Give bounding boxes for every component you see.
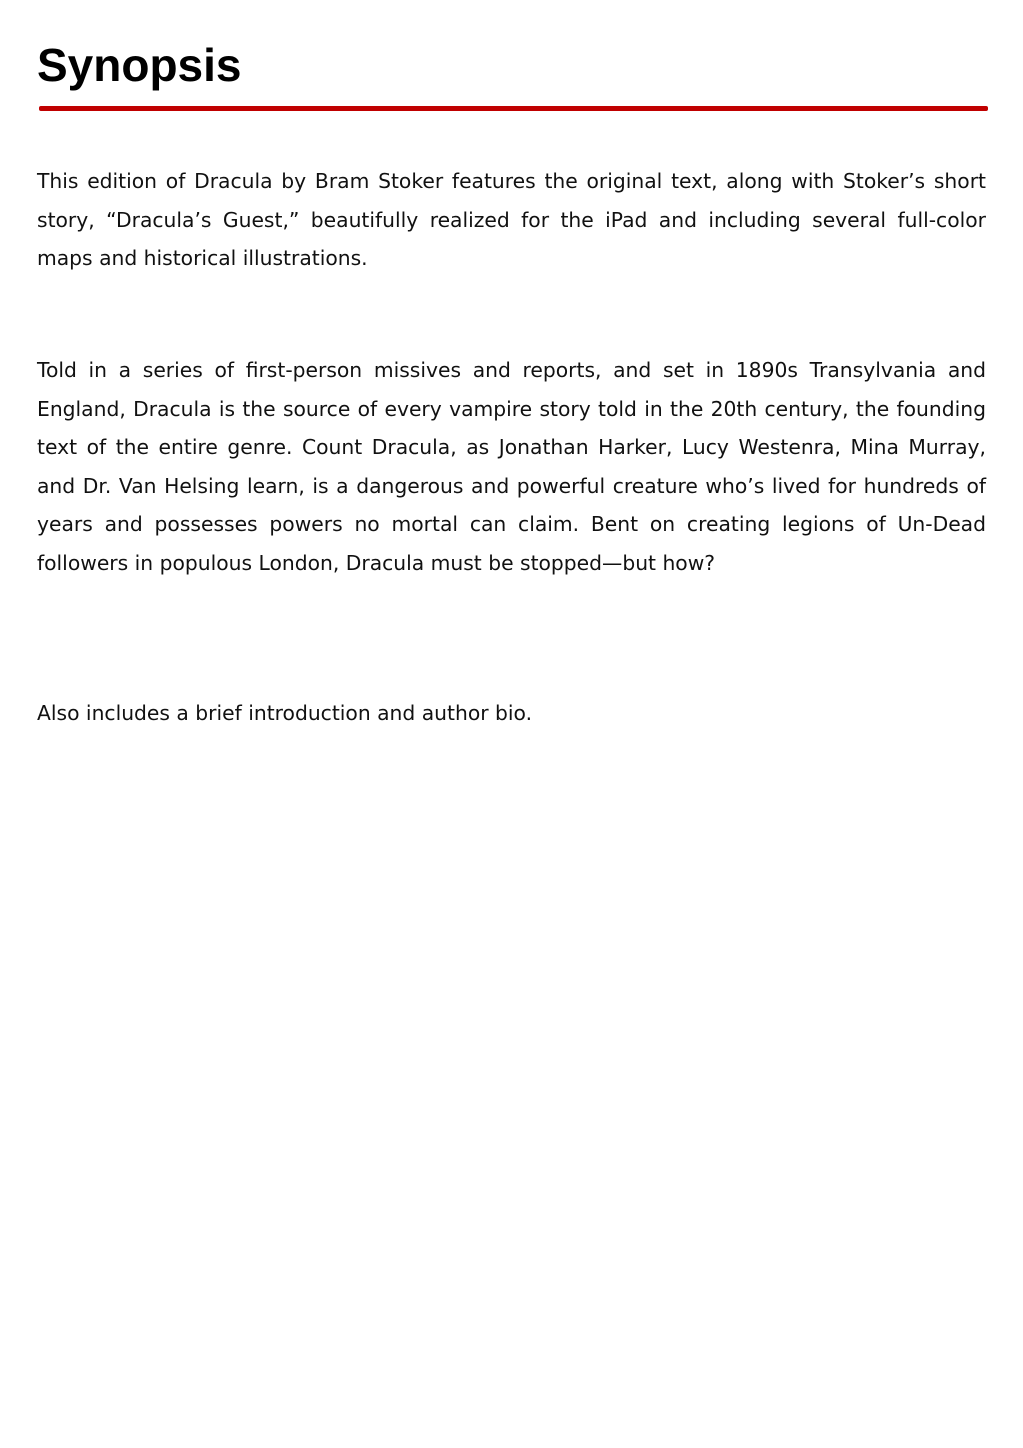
synopsis-paragraph-intro: This edition of Dracula by Bram Stoker features the original text, along with Stoker’s short story, “Dracula’s Guest,” beautifully realized for the iPad and including several full-color maps and historical illustrations. (37, 169, 986, 271)
synopsis-paragraph-plot: Told in a series of first-person missives and reports, and set in 1890s Transylvania and England, Dracula is the source of every vampire story told in the 20th century, the founding text of the entire genre. Count Dracula, as Jonathan Harker, Lucy Westenra, Mina Murray, and Dr. Van Helsing learn, is a dangerous and powerful creature who’s lived for hundreds of years and possesses powers no mortal can claim. Bent on creating legions of Un-Dead followers in populous London, Dracula must be stopped—but how? (37, 358, 986, 575)
synopsis-paragraph-extras: Also includes a brief introduction and author bio. (37, 701, 533, 725)
heading-divider (39, 106, 988, 111)
section-heading: Synopsis (37, 39, 242, 91)
